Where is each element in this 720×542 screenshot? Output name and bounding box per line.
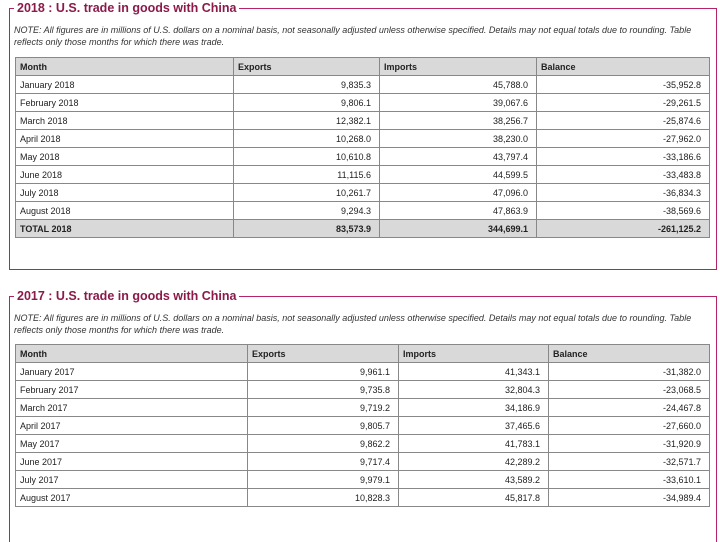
cell-balance: -33,610.1 (549, 471, 710, 489)
header-exports: Exports (248, 345, 399, 363)
total-exports: 83,573.9 (234, 220, 380, 238)
cell-month: April 2017 (16, 417, 248, 435)
table-row (16, 399, 710, 417)
cell-balance: -31,920.9 (549, 435, 710, 453)
table-header-row (16, 58, 710, 76)
table-row (16, 453, 710, 471)
header-balance: Balance (537, 58, 710, 76)
cell-month: August 2017 (16, 489, 248, 507)
cell-imports: 45,817.8 (399, 489, 549, 507)
cell-exports: 9,835.3 (234, 76, 380, 94)
cell-exports: 9,862.2 (248, 435, 399, 453)
cell-exports: 9,294.3 (234, 202, 380, 220)
cell-imports: 43,589.2 (399, 471, 549, 489)
table-row (16, 489, 710, 507)
cell-month: June 2017 (16, 453, 248, 471)
note-2018: NOTE: All figures are in millions of U.S. dollars on a nominal basis, not seasonally adjusted unless otherwise specified. Details may not equal totals due to rounding. Table reflects only those months for which there was trade. (14, 25, 692, 47)
cell-exports: 9,717.4 (248, 453, 399, 471)
total-label: TOTAL 2018 (16, 220, 234, 238)
table-row (16, 184, 710, 202)
table-row (16, 76, 710, 94)
cell-balance: -33,186.6 (537, 148, 710, 166)
total-balance: -261,125.2 (537, 220, 710, 238)
cell-exports: 11,115.6 (234, 166, 380, 184)
cell-exports: 9,806.1 (234, 94, 380, 112)
table-total-row (16, 220, 710, 238)
cell-month: January 2018 (16, 76, 234, 94)
cell-imports: 41,783.1 (399, 435, 549, 453)
cell-imports: 32,804.3 (399, 381, 549, 399)
cell-balance: -27,660.0 (549, 417, 710, 435)
table-row (16, 94, 710, 112)
cell-exports: 9,979.1 (248, 471, 399, 489)
header-month: Month (16, 58, 234, 76)
trade-table-2018 (15, 57, 710, 238)
cell-month: May 2017 (16, 435, 248, 453)
trade-panel-2017 (9, 289, 717, 542)
cell-exports: 10,268.0 (234, 130, 380, 148)
table-row (16, 417, 710, 435)
cell-month: June 2018 (16, 166, 234, 184)
table-row (16, 381, 710, 399)
panel-title-2018: 2018 : U.S. trade in goods with China (14, 0, 239, 16)
cell-imports: 47,863.9 (380, 202, 537, 220)
cell-month: February 2018 (16, 94, 234, 112)
total-imports: 344,699.1 (380, 220, 537, 238)
header-exports: Exports (234, 58, 380, 76)
table-row (16, 471, 710, 489)
cell-balance: -31,382.0 (549, 363, 710, 381)
table-header-row (16, 345, 710, 363)
cell-month: February 2017 (16, 381, 248, 399)
cell-exports: 10,261.7 (234, 184, 380, 202)
header-balance: Balance (549, 345, 710, 363)
cell-imports: 41,343.1 (399, 363, 549, 381)
trade-panel-2018 (9, 1, 717, 270)
table-row (16, 435, 710, 453)
table-row (16, 363, 710, 381)
cell-balance: -29,261.5 (537, 94, 710, 112)
cell-exports: 9,735.8 (248, 381, 399, 399)
cell-imports: 38,230.0 (380, 130, 537, 148)
cell-imports: 45,788.0 (380, 76, 537, 94)
cell-imports: 39,067.6 (380, 94, 537, 112)
cell-balance: -33,483.8 (537, 166, 710, 184)
cell-balance: -24,467.8 (549, 399, 710, 417)
cell-imports: 47,096.0 (380, 184, 537, 202)
cell-month: July 2017 (16, 471, 248, 489)
cell-imports: 44,599.5 (380, 166, 537, 184)
cell-balance: -36,834.3 (537, 184, 710, 202)
cell-balance: -34,989.4 (549, 489, 710, 507)
cell-month: July 2018 (16, 184, 234, 202)
cell-balance: -32,571.7 (549, 453, 710, 471)
cell-exports: 9,719.2 (248, 399, 399, 417)
cell-imports: 34,186.9 (399, 399, 549, 417)
cell-balance: -35,952.8 (537, 76, 710, 94)
panel-title-2017: 2017 : U.S. trade in goods with China (14, 288, 239, 304)
cell-month: March 2017 (16, 399, 248, 417)
cell-balance: -23,068.5 (549, 381, 710, 399)
table-row (16, 202, 710, 220)
cell-month: January 2017 (16, 363, 248, 381)
cell-imports: 37,465.6 (399, 417, 549, 435)
cell-exports: 10,828.3 (248, 489, 399, 507)
cell-balance: -25,874.6 (537, 112, 710, 130)
table-row (16, 166, 710, 184)
cell-imports: 42,289.2 (399, 453, 549, 471)
header-month: Month (16, 345, 248, 363)
cell-exports: 9,805.7 (248, 417, 399, 435)
table-row (16, 112, 710, 130)
cell-month: May 2018 (16, 148, 234, 166)
cell-exports: 9,961.1 (248, 363, 399, 381)
cell-balance: -38,569.6 (537, 202, 710, 220)
cell-imports: 38,256.7 (380, 112, 537, 130)
header-imports: Imports (380, 58, 537, 76)
header-imports: Imports (399, 345, 549, 363)
table-row (16, 130, 710, 148)
cell-exports: 10,610.8 (234, 148, 380, 166)
cell-month: August 2018 (16, 202, 234, 220)
cell-exports: 12,382.1 (234, 112, 380, 130)
note-2017: NOTE: All figures are in millions of U.S. dollars on a nominal basis, not seasonally adjusted unless otherwise specified. Details may not equal totals due to rounding. Table reflects only those months for which there was trade. (14, 313, 692, 335)
cell-month: March 2018 (16, 112, 234, 130)
table-row (16, 148, 710, 166)
cell-month: April 2018 (16, 130, 234, 148)
cell-imports: 43,797.4 (380, 148, 537, 166)
cell-balance: -27,962.0 (537, 130, 710, 148)
trade-table-2017 (15, 344, 710, 507)
